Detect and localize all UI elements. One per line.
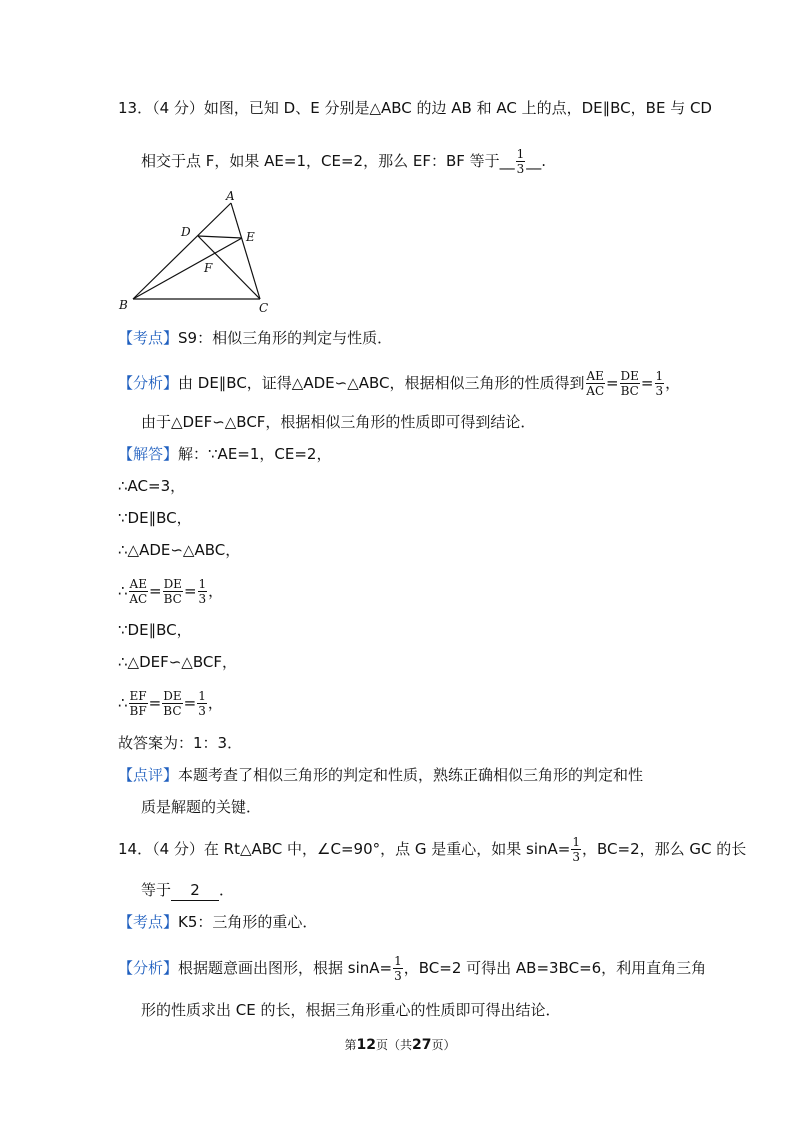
fenxi-frac-1-3	[655, 370, 665, 397]
q14-stem-text-b: ，BC=2，那么 GC 的长	[582, 840, 747, 858]
q13-stem-line1: 13．（4 分）如图，已知 D、E 分别是△ABC 的边 AB 和 AC 上的点，DE∥BC，BE 与 CD	[118, 99, 712, 117]
line-BE	[133, 238, 242, 299]
fenxi-tag: 【分析】	[118, 374, 179, 392]
q13-jieda	[118, 444, 331, 464]
frac-num: 1	[198, 689, 206, 703]
frac-num: AE	[129, 577, 147, 591]
frac-ef-bf	[129, 690, 148, 717]
footer-mid: 页（共	[375, 1038, 412, 1052]
frac-de-bc	[162, 690, 182, 717]
punct: ，	[207, 694, 223, 712]
q13-blank-pre: __	[499, 152, 515, 170]
equals: =	[148, 582, 162, 600]
equals: =	[183, 582, 197, 600]
frac-num: 1	[572, 835, 581, 849]
q14-stem-text-c: 等于	[141, 881, 172, 899]
frac-num: 1	[394, 954, 402, 968]
solution-step-7	[118, 690, 223, 717]
frac-num: DE	[163, 577, 182, 591]
frac-num: 1	[655, 369, 664, 383]
footer-post: 页）	[431, 1038, 456, 1052]
solution-step-4	[118, 578, 223, 605]
solution-step-3: ∴△ADE∽△ABC，	[118, 541, 241, 559]
page-footer	[0, 1036, 800, 1053]
equals: =	[148, 694, 162, 712]
footer-page-number: 12	[356, 1037, 376, 1053]
footer-total-pages: 27	[412, 1037, 432, 1053]
punct: ，	[665, 374, 681, 392]
q13-blank-post: __.	[526, 152, 547, 170]
fenxi-text-a: 根据题意画出图形，根据 sinA=	[178, 959, 393, 977]
q13-stem-line2	[141, 148, 546, 175]
frac-den: 3	[198, 704, 206, 718]
equals: =	[605, 374, 619, 392]
kaodian-text: K5：三角形的重心．	[178, 913, 318, 931]
equals: =	[183, 694, 197, 712]
frac-num: AE	[586, 369, 604, 383]
frac-num: DE	[163, 689, 182, 703]
punct: ，	[208, 582, 224, 600]
q13-kaodian	[118, 328, 392, 348]
jieda-tag: 【解答】	[118, 445, 179, 463]
frac-den: 3	[394, 969, 402, 983]
frac-1-3	[198, 578, 208, 605]
frac-den: AC	[129, 592, 148, 606]
frac-den: 3	[655, 384, 664, 398]
frac-den: BC	[620, 384, 639, 398]
therefore-symbol: ∴	[118, 694, 128, 712]
q13-fenxi-line1	[118, 370, 680, 397]
kaodian-tag: 【考点】	[118, 329, 179, 347]
q14-kaodian	[118, 912, 317, 932]
q13-dianping-line2: 质是解题的关键．	[141, 798, 262, 816]
fenxi-tag: 【分析】	[118, 959, 179, 977]
q14-stem-fraction	[571, 836, 581, 863]
equals: =	[640, 374, 654, 392]
q13-stem-text: 相交于点 F，如果 AE=1，CE=2，那么 EF：BF 等于	[141, 152, 500, 170]
label-A: A	[226, 189, 235, 203]
fenxi-text: 由 DE∥BC，证得△ADE∽△ABC，根据相似三角形的性质得到	[178, 374, 585, 392]
frac-ae-ac	[129, 578, 148, 605]
frac-1-3	[197, 690, 207, 717]
q13-answer-num: 1	[516, 147, 525, 161]
label-E: E	[246, 230, 255, 244]
frac-den: 3	[572, 850, 581, 864]
q13-answer-fraction	[516, 148, 526, 175]
q13-triangle-figure	[118, 188, 290, 314]
therefore-symbol: ∴	[118, 582, 128, 600]
fenxi-frac-de-bc	[620, 370, 640, 397]
frac-den: BC	[163, 704, 182, 718]
line-DE	[198, 236, 242, 238]
frac-num: EF	[129, 689, 147, 703]
solution-step-5: ∵DE∥BC，	[118, 621, 192, 639]
q13-answer-den: 3	[516, 162, 525, 176]
q13-fenxi-line2: 由于△DEF∽△BCF，根据相似三角形的性质即可得到结论．	[141, 413, 536, 431]
kaodian-text: S9：相似三角形的判定与性质．	[178, 329, 393, 347]
frac-den: BC	[163, 592, 182, 606]
solution-step-2: ∵DE∥BC，	[118, 509, 192, 527]
frac-num: 1	[198, 577, 207, 591]
label-C: C	[259, 301, 269, 314]
frac-num: DE	[620, 369, 639, 383]
punct: ．	[219, 881, 235, 899]
label-B: B	[119, 298, 128, 312]
kaodian-tag: 【考点】	[118, 913, 179, 931]
label-D: D	[181, 225, 191, 239]
dianping-tag: 【点评】	[118, 766, 179, 784]
fenxi-text-b: ，BC=2 可得出 AB=3BC=6，利用直角三角	[403, 959, 707, 977]
frac-den: BF	[129, 704, 147, 718]
frac-de-bc	[163, 578, 183, 605]
q14-fenxi-line1	[118, 955, 706, 982]
frac-den: AC	[586, 384, 605, 398]
dianping-text: 本题考查了相似三角形的判定和性质，熟练正确相似三角形的判定和性	[178, 766, 644, 784]
q14-stem-line2	[141, 880, 234, 901]
frac-den: 3	[198, 592, 207, 606]
q14-stem-line1	[118, 836, 746, 863]
fenxi-frac-ae-ac	[586, 370, 605, 397]
label-F: F	[204, 261, 213, 275]
q14-answer-blank: 2	[171, 880, 219, 901]
footer-pre: 第	[344, 1038, 357, 1052]
jieda-text: 解：∵AE=1，CE=2，	[178, 445, 332, 463]
line-AB	[133, 203, 231, 299]
q14-fenxi-line2: 形的性质求出 CE 的长，根据三角形重心的性质即可得出结论．	[141, 1001, 561, 1019]
q14-fenxi-fraction	[393, 955, 403, 982]
q13-final-answer: 故答案为：1：3．	[118, 734, 243, 752]
q13-dianping-line1	[118, 765, 643, 785]
q14-stem-text-a: 14．（4 分）在 Rt△ABC 中，∠C=90°，点 G 是重心，如果 sinA=	[118, 840, 571, 858]
solution-step-6: ∴△DEF∽△BCF，	[118, 653, 237, 671]
solution-step-1: ∴AC=3，	[118, 477, 186, 495]
